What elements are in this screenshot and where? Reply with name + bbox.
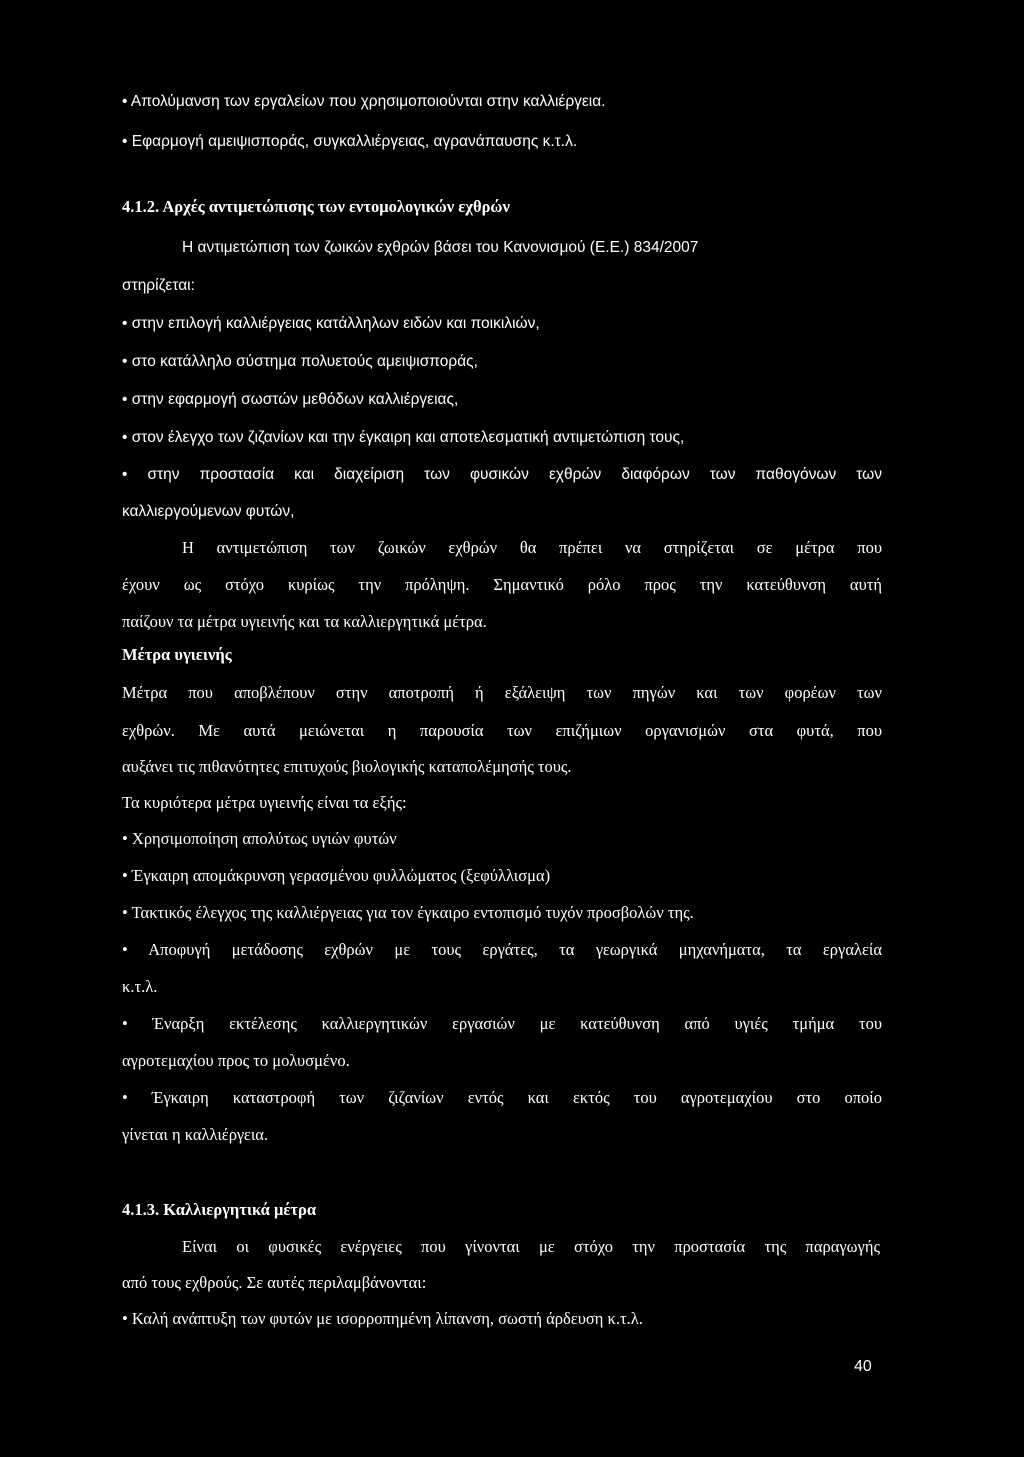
section-title: Αρχές αντιμετώπισης των εντομολογικών εχθρών: [162, 197, 510, 216]
section-412-lead: Η αντιμετώπιση των ζωικών εχθρών βάσει του Κανονισμού (Ε.Ε.) 834/2007: [182, 239, 699, 256]
list-item-cont: αγροτεμαχίου προς το μολυσμένο.: [122, 1051, 350, 1070]
list-item: • στον έλεγχο των ζιζανίων και την έγκαιρη και αποτελεσματική αντιμετώπιση τους,: [122, 428, 684, 448]
list-item: • στην επιλογή καλλιέργειας κατάλληλων ειδών και ποικιλιών,: [122, 314, 540, 334]
list-item: • στην εφαρμογή σωστών μεθόδων καλλιέργειας,: [122, 390, 458, 410]
subheading-hygiene: Μέτρα υγιεινής: [122, 645, 232, 664]
intro-bullet: • Εφαρμογή αμειψισποράς, συγκαλλιέργειας, αγρανάπαυσης κ.τ.λ.: [122, 132, 577, 152]
section-title: Καλλιεργητικά μέτρα: [163, 1200, 317, 1219]
list-item: • στην προστασία και διαχείριση των φυσικών εχθρών διαφόρων των παθογόνων των: [122, 465, 882, 485]
section-heading-412: [122, 197, 510, 217]
section-number: 4.1.2.: [122, 197, 160, 216]
paragraph-line: Η αντιμετώπιση των ζωικών εχθρών θα πρέπει να στηρίζεται σε μέτρα που: [182, 538, 882, 557]
list-item: • Τακτικός έλεγχος της καλλιέργειας για τον έγκαιρο εντοπισμό τυχόν προσβολών της.: [122, 903, 694, 923]
paragraph-line: από τους εχθρούς. Σε αυτές περιλαμβάνονται:: [122, 1273, 427, 1292]
list-item-cont: κ.τ.λ.: [122, 977, 158, 996]
list-item: • Καλή ανάπτυξη των φυτών με ισορροπημένη λίπανση, σωστή άρδευση κ.τ.λ.: [122, 1309, 643, 1329]
section-heading-413: [122, 1200, 316, 1220]
list-item: • Έναρξη εκτέλεσης καλλιεργητικών εργασιών με κατεύθυνση από υγιές τμήμα του: [122, 1014, 882, 1034]
list-item: • Αποφυγή μετάδοσης εχθρών με τους εργάτες, τα γεωργικά μηχανήματα, τα εργαλεία: [122, 940, 882, 960]
intro-bullet: • Απολύμανση των εργαλείων που χρησιμοποιούνται στην καλλιέργεια.: [122, 92, 606, 112]
paragraph-line: έχουν ως στόχο κυρίως την πρόληψη. Σημαντικό ρόλο προς την κατεύθυνση αυτή: [122, 575, 882, 594]
list-item: • Έγκαιρη καταστροφή των ζιζανίων εντός και εκτός του αγροτεμαχίου στο οποίο: [122, 1088, 882, 1108]
hygiene-intro: Τα κυριότερα μέτρα υγιεινής είναι τα εξής:: [122, 793, 407, 812]
paragraph-line: Μέτρα που αποβλέπουν στην αποτροπή ή εξάλειψη των πηγών και των φορέων των: [122, 683, 882, 702]
page-number: 40: [854, 1358, 872, 1375]
list-item: • Έγκαιρη απομάκρυνση γερασμένου φυλλώματος (ξεφύλλισμα): [122, 866, 550, 886]
section-412-lead-cont: στηρίζεται:: [122, 277, 195, 294]
paragraph-line: Είναι οι φυσικές ενέργειες που γίνονται με στόχο την προστασία της παραγωγής: [182, 1237, 880, 1256]
paragraph-line: εχθρών. Με αυτά μειώνεται η παρουσία των επιζήμιων οργανισμών στα φυτά, που: [122, 721, 882, 740]
list-item: • Χρησιμοποίηση απολύτως υγιών φυτών: [122, 829, 397, 849]
paragraph-line: αυξάνει τις πιθανότητες επιτυχούς βιολογικής καταπολέμησής τους.: [122, 757, 572, 776]
list-item: • στο κατάλληλο σύστημα πολυετούς αμειψισποράς,: [122, 352, 478, 372]
list-item-cont: γίνεται η καλλιέργεια.: [122, 1125, 269, 1144]
paragraph-line: παίζουν τα μέτρα υγιεινής και τα καλλιεργητικά μέτρα.: [122, 612, 487, 631]
list-item-cont: καλλιεργούμενων φυτών,: [122, 503, 295, 520]
section-number: 4.1.3.: [122, 1200, 160, 1219]
